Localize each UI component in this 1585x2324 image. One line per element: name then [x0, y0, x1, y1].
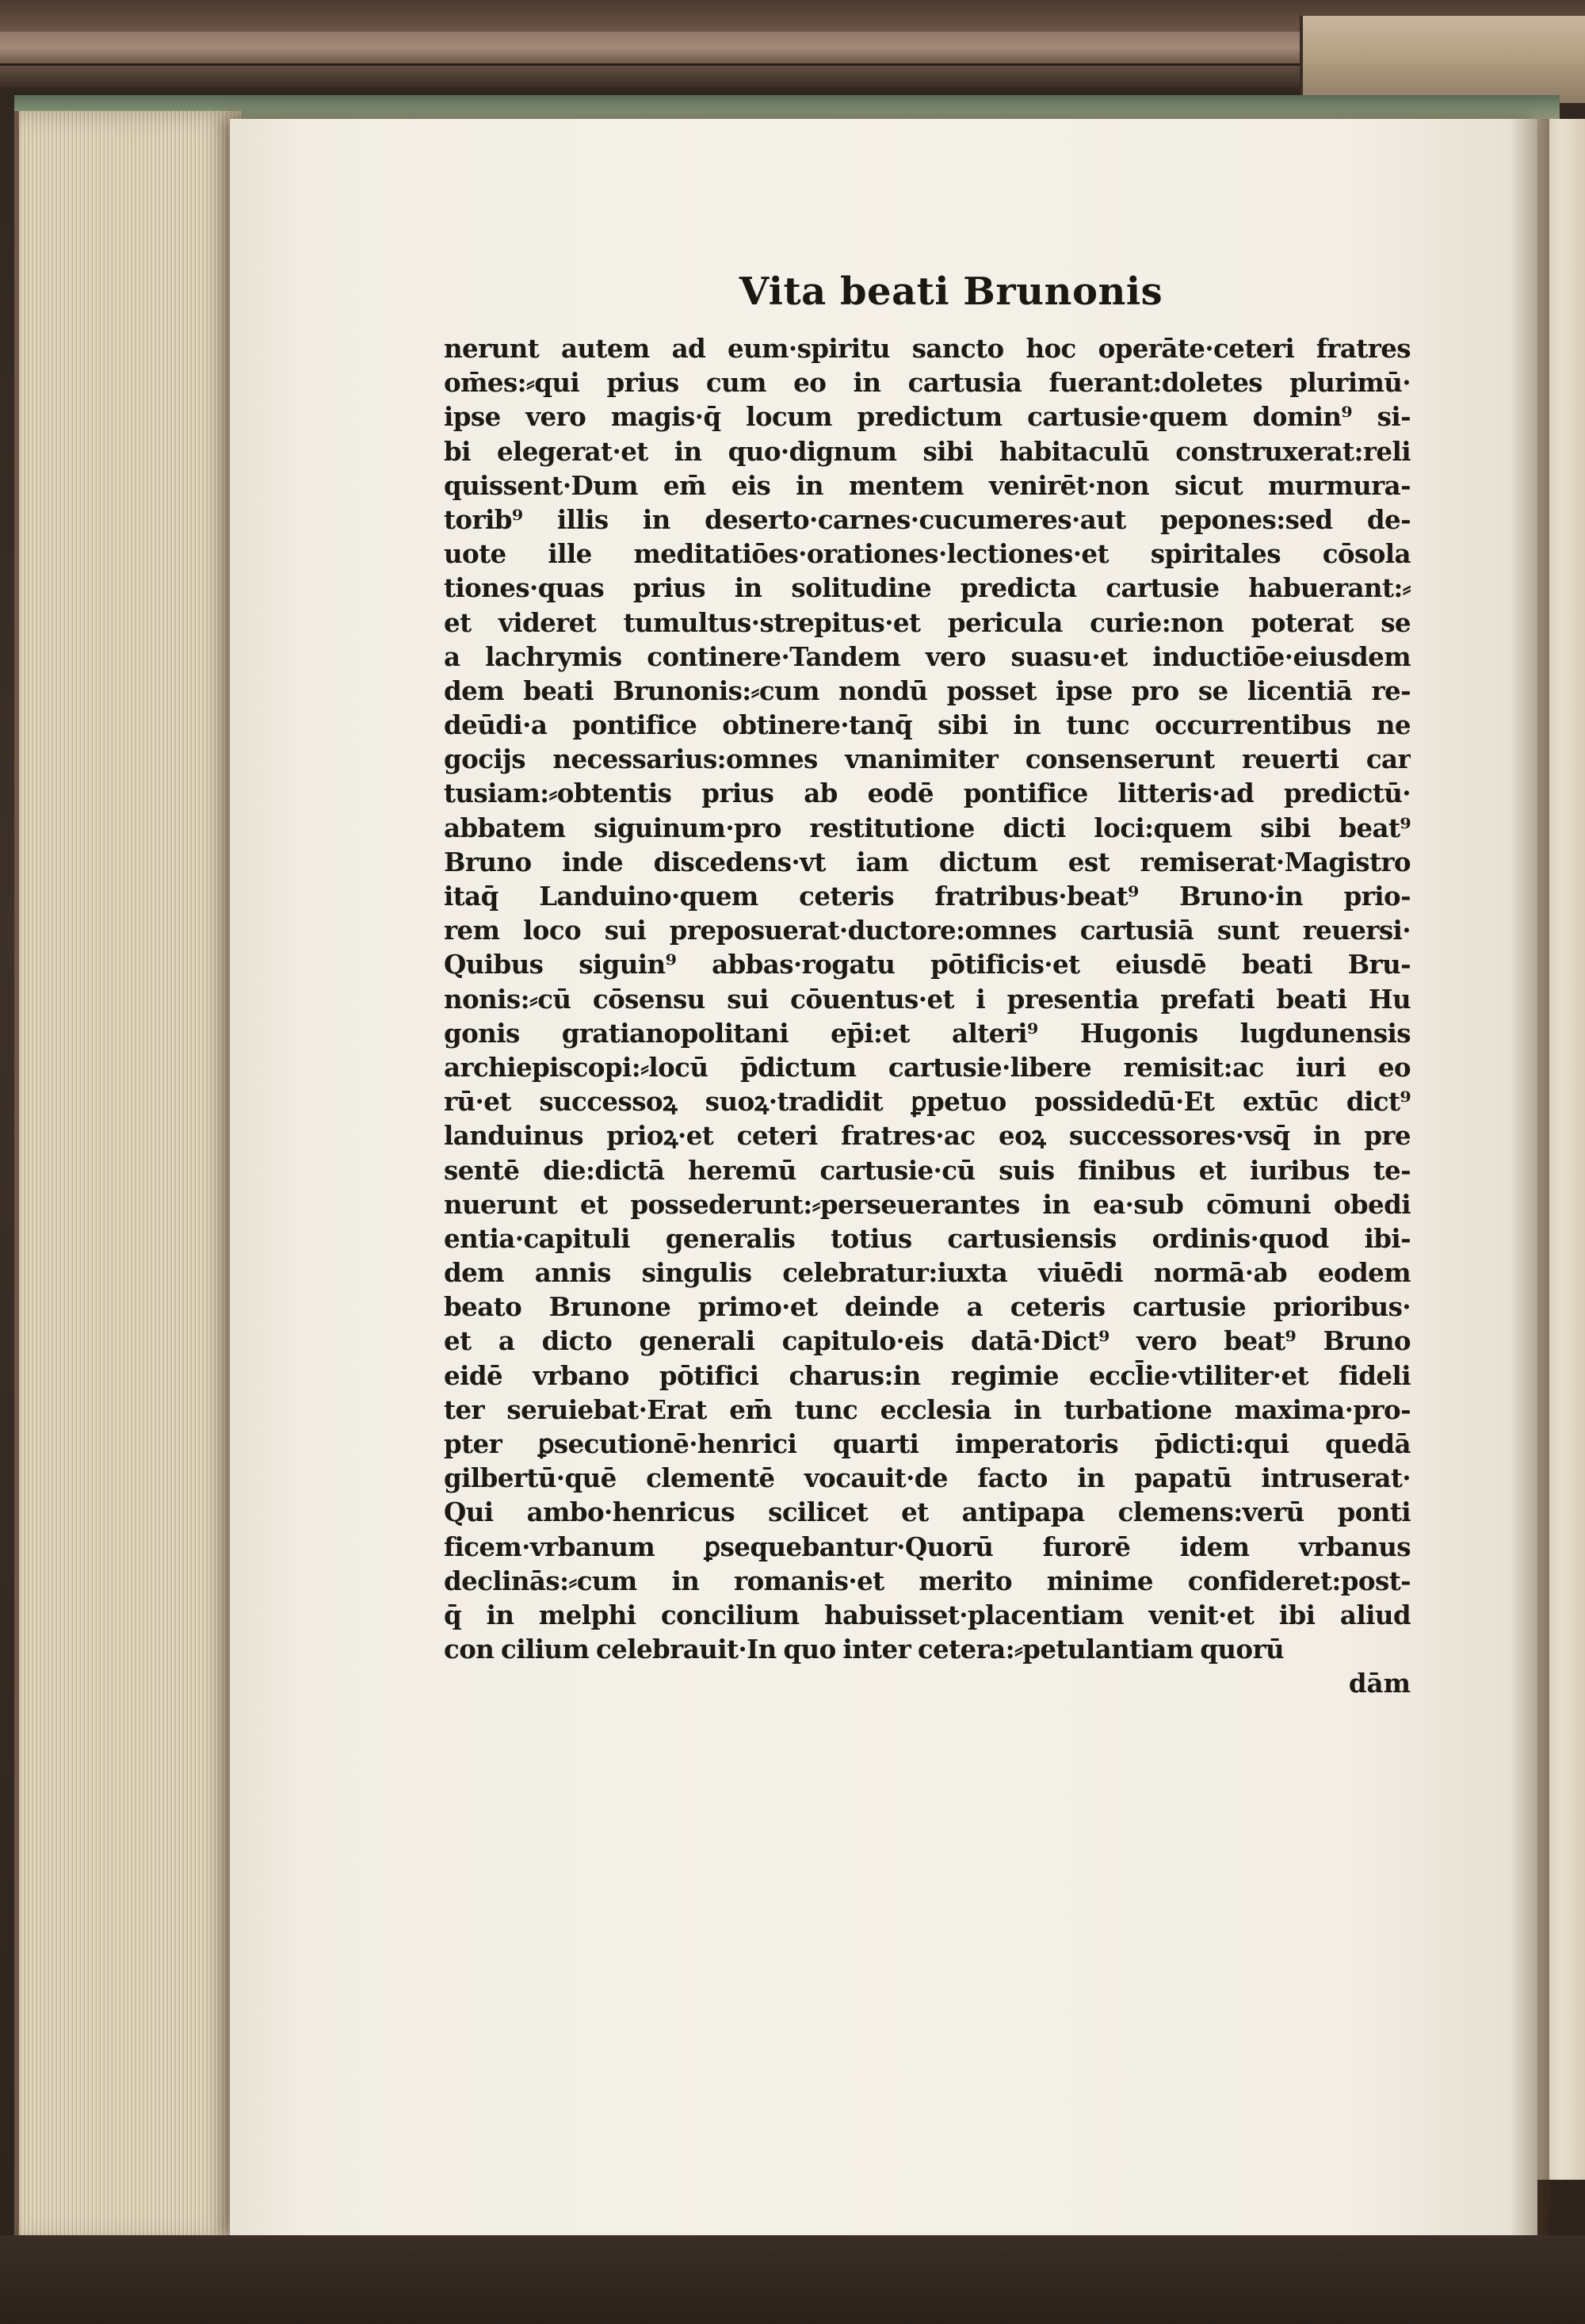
catchword: dām: [1348, 1668, 1411, 1699]
text-line: archiepiscopi:⸗locū p̄dictum cartusie·libere remisit:ac iuri eo: [444, 1051, 1411, 1083]
text-line: nonis:⸗cū cōsensu sui cōuentus·et i presentia prefati beati Hu: [444, 983, 1411, 1015]
text-line: bi elegerat·et in quo·dignum sibi habitaculū construxerat:reli: [444, 435, 1411, 467]
text-line: rū·et successoꝝ suoꝝ·tradidit ꝑpetuo possidedū·Et extūc dict⁹: [444, 1086, 1411, 1118]
text-line: nerunt autem ad eum·spiritu sancto hoc operāte·ceteri fratres: [444, 333, 1411, 364]
running-head: Vita beati Brunonis: [739, 269, 1163, 314]
text-line: torib⁹ illis in deserto·carnes·cucumeres·aut pepones:sed de-: [444, 503, 1411, 535]
text-line: tiones·quas prius in solitudine predicta cartusie habuerant:⸗: [444, 572, 1411, 604]
text-line: quissent·Dum em̄ eis in mentem venirēt·non sicut murmura-: [444, 469, 1411, 501]
text-line: itaq̄ Landuino·quem ceteris fratribus·beat⁹ Bruno·in prio-: [444, 881, 1411, 912]
text-lines: [444, 331, 1411, 1666]
text-line: tusiam:⸗obtentis prius ab eodē pontifice litteris·ad predictū·: [444, 778, 1411, 809]
text-line: nuerunt et possederunt:⸗perseuerantes in ea·sub cōmuni obedi: [444, 1188, 1411, 1220]
text-line: Bruno inde discedens·vt iam dictum est remiserat·Magistro: [444, 846, 1411, 877]
text-line: dem beati Brunonis:⸗cum nondū posset ipse pro se licentiā re-: [444, 675, 1411, 706]
page-stack-left-edge: [14, 111, 241, 2243]
book-cover-right-corner: [1300, 16, 1585, 103]
text-line: ter seruiebat·Erat em̄ tunc ecclesia in turbatione maxima·pro-: [444, 1393, 1411, 1425]
text-line: et videret tumultus·strepitus·et pericula curie:non poterat se: [444, 606, 1411, 638]
text-line: Quibus siguin⁹ abbas·rogatu pōtificis·et eiusdē beati Bru-: [444, 949, 1411, 980]
text-line: sentē die:dictā heremū cartusie·cū suis finibus et iuribus te-: [444, 1154, 1411, 1186]
text-line: entia·capituli generalis totius cartusiensis ordinis·quod ibi-: [444, 1222, 1411, 1254]
text-line: q̄ in melphi concilium habuisset·placentiam venit·et ibi aliud: [444, 1599, 1411, 1630]
text-line: a lachrymis continere·Tandem vero suasu·et inductiōe·eiusdem: [444, 640, 1411, 672]
text-line: landuinus prioꝝ·et ceteri fratres·ac eoꝝ successores·vsq̄ in pre: [444, 1120, 1411, 1152]
table-surface: [0, 2235, 1585, 2324]
text-line: deūdi·a pontifice obtinere·tanq̄ sibi in tunc occurrentibus ne: [444, 709, 1411, 741]
text-line: abbatem siguinum·pro restitutione dicti loci:quem sibi beat⁹: [444, 812, 1411, 843]
text-line: gocijs necessarius:omnes vnanimiter consenserunt reuerti car: [444, 743, 1411, 775]
text-line: gilbertū·quē clementē vocauit·de facto in papatū intruserat·: [444, 1462, 1411, 1494]
text-line: et a dicto generali capitulo·eis datā·Dict⁹ vero beat⁹ Bruno: [444, 1325, 1411, 1357]
page-gutter-shadow: [1510, 119, 1549, 2235]
text-line: gonis gratianopolitani ep̄i:et alteri⁹ Hugonis lugdunensis: [444, 1017, 1411, 1049]
text-line: declinās:⸗cum in romanis·et merito minime confideret:post-: [444, 1565, 1411, 1596]
text-line: om̄es:⸗qui prius cum eo in cartusia fuerant:doletes plurimū·: [444, 367, 1411, 399]
text-block: [444, 269, 1411, 1701]
text-line: con cilium celebrauit·In quo inter cetera:⸗petulantiam quorū: [444, 1634, 1284, 1665]
text-line: ficem·vrbanum ꝑsequebantur·Quorū furorē idem vrbanus: [444, 1531, 1411, 1562]
text-line: dem annis singulis celebratur:iuxta viuēdi normā·ab eodem: [444, 1257, 1411, 1289]
text-line: ipse vero magis·q̄ locum predictum cartusie·quem domin⁹ si-: [444, 401, 1411, 433]
text-line: beato Brunone primo·et deinde a ceteris cartusie prioribus·: [444, 1291, 1411, 1323]
text-line: eidē vrbano pōtifici charus:in regimie eccl̄ie·vtiliter·et fideli: [444, 1359, 1411, 1391]
text-line: rem loco sui preposuerat·ductore:omnes cartusiā sunt reuersi·: [444, 915, 1411, 946]
text-line: Qui ambo·henricus scilicet et antipapa clemens:verū ponti: [444, 1496, 1411, 1528]
text-line: pter ꝑsecutionē·henrici quarti imperatoris p̄dicti:qui quedā: [444, 1428, 1411, 1459]
book-board-edge: [0, 32, 1316, 66]
text-line: uote ille meditatiōes·orationes·lectiones·et spiritales cōsola: [444, 538, 1411, 570]
